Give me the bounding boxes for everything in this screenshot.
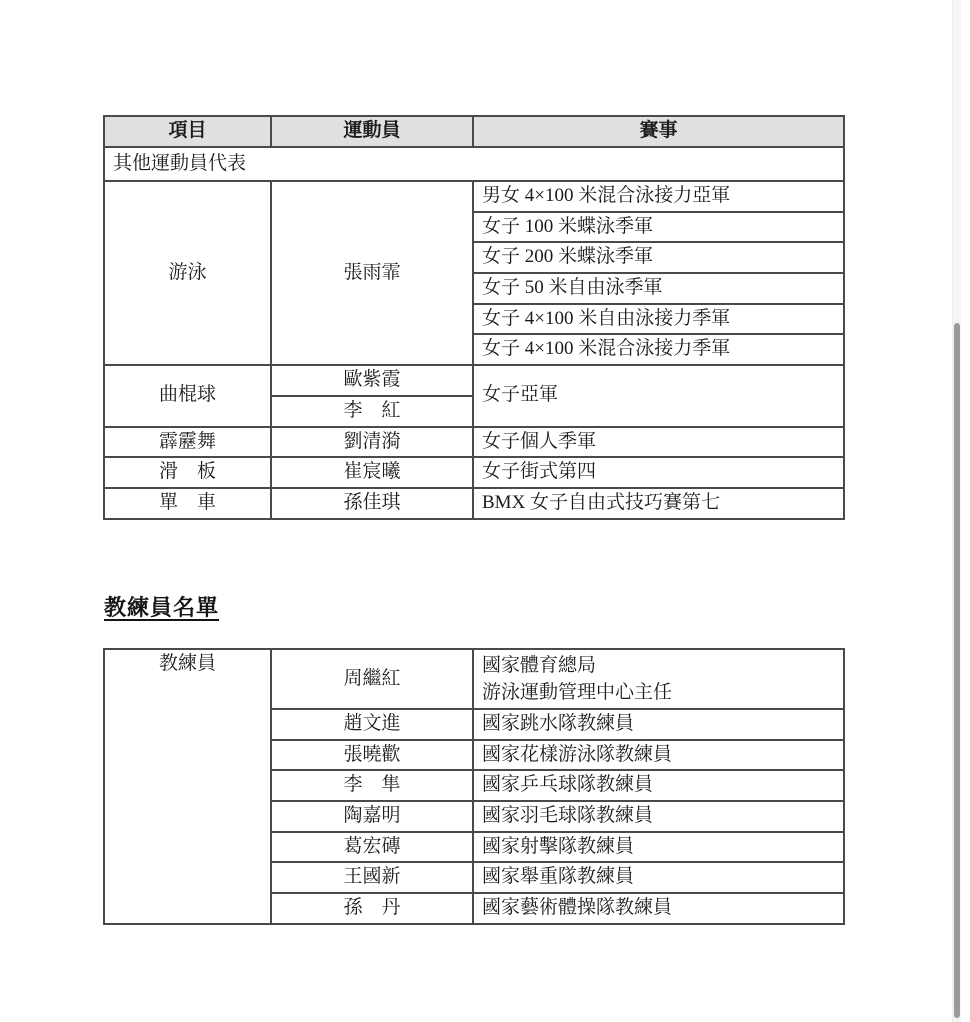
athlete-table-header-row [104,116,844,147]
role-cell: 國家跳水隊教練員 [473,709,844,740]
sport-swimming: 游泳 [104,181,271,365]
table-row [104,488,844,519]
athlete-sun-jiaqi: 孫佳琪 [271,488,473,519]
header-event: 賽事 [473,116,844,147]
coach-ge-hongzhuan: 葛宏磚 [271,832,473,863]
coach-wang-guoxin: 王國新 [271,862,473,893]
table-row [104,649,844,709]
event-cell: 女子 100 米蝶泳季軍 [473,212,844,243]
athlete-cui-chenxi: 崔宸曦 [271,457,473,488]
coach-tao-jiaming: 陶嘉明 [271,801,473,832]
sport-hockey: 曲棍球 [104,365,271,426]
table-row [104,427,844,458]
coach-group-label: 教練員 [104,649,271,924]
event-cell: 女子街式第四 [473,457,844,488]
scrollbar-thumb[interactable] [954,323,960,1018]
coach-li-sun: 李 隼 [271,770,473,801]
coach-sun-dan: 孫 丹 [271,893,473,924]
event-cell: 女子 50 米自由泳季軍 [473,273,844,304]
athlete-zhang-yufei: 張雨霏 [271,181,473,365]
event-cell: 女子個人季軍 [473,427,844,458]
role-line-2: 游泳運動管理中心主任 [482,682,673,703]
header-item: 項目 [104,116,271,147]
athlete-results-table [103,115,845,520]
role-cell: 國家乒乓球隊教練員 [473,770,844,801]
coach-zhao-wenjin: 趙文進 [271,709,473,740]
event-cell: BMX 女子自由式技巧賽第七 [473,488,844,519]
role-cell [473,649,844,709]
role-cell: 國家射擊隊教練員 [473,832,844,863]
table-row [104,181,844,212]
athlete-ou-zixia: 歐紫霞 [271,365,473,396]
event-cell: 女子 4×100 米自由泳接力季軍 [473,304,844,335]
sport-skateboard: 滑 板 [104,457,271,488]
section-label: 其他運動員代表 [104,147,844,181]
role-line-1: 國家體育總局 [482,655,597,676]
coach-zhou-jihong: 周繼紅 [271,649,473,709]
event-cell: 女子亞軍 [473,365,844,426]
table-row [104,365,844,396]
header-athlete: 運動員 [271,116,473,147]
sport-cycling: 單 車 [104,488,271,519]
event-cell: 男女 4×100 米混合泳接力亞軍 [473,181,844,212]
role-cell: 國家花樣游泳隊教練員 [473,740,844,771]
event-cell: 女子 4×100 米混合泳接力季軍 [473,334,844,365]
coach-table [103,648,845,925]
coach-list-heading: 教練員名單 [104,595,220,620]
sport-breaking: 霹靂舞 [104,427,271,458]
athlete-li-hong: 李 紅 [271,396,473,427]
role-cell: 國家藝術體操隊教練員 [473,893,844,924]
table-row [104,457,844,488]
coach-zhang-xiaohuan: 張曉歡 [271,740,473,771]
athlete-liu-qingyi: 劉清漪 [271,427,473,458]
role-cell: 國家舉重隊教練員 [473,862,844,893]
event-cell: 女子 200 米蝶泳季軍 [473,242,844,273]
role-cell: 國家羽毛球隊教練員 [473,801,844,832]
section-row [104,147,844,181]
